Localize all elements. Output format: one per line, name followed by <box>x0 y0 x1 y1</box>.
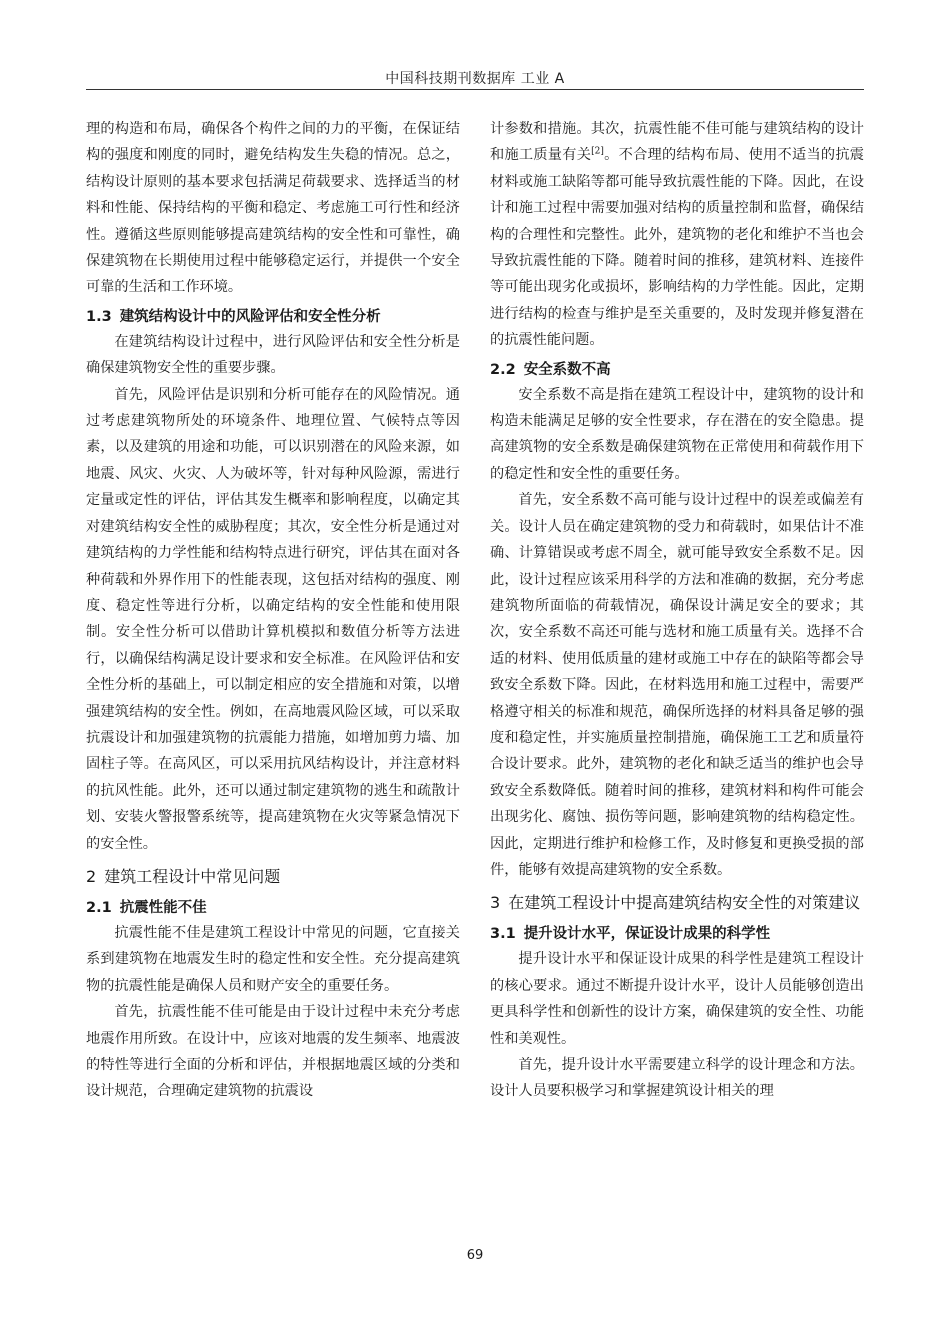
paragraph: 首先，安全系数不高可能与设计过程中的误差或偏差有关。设计人员在确定建筑物的受力和荷载时，如果估计不准确、计算错误或考虑不周全，就可能导致安全系数不足。因此，设计过程应该采用科学的方法和准确的数据，充分考虑建筑物所面临的荷载情况，确保设计满足安全的要求；其次，安全系数不高还可能与选材和施工质量有关。选择不合适的材料、使用低质量的建材或施工中存在的缺陷等都会导致安全系数下降。因此，在材料选用和施工过程中，需要严格遵守相关的标准和规范，确保所选择的材料具备足够的强度和稳定性，并实施质量控制措施，确保施工工艺和质量符合设计要求。此外，建筑物的老化和缺乏适当的维护也会导致安全系数降低。随着时间的推移，建筑材料和构件可能会出现劣化、腐蚀、损伤等问题，影响建筑物的结构稳定性。因此，定期进行维护和检修工作，及时修复和更换受损的部件，能够有效提高建筑物的安全系数。 <box>490 492 864 878</box>
right-column <box>490 116 864 1105</box>
journal-header: 中国科技期刊数据库 工业 A <box>385 71 565 87</box>
paragraph: 抗震性能不佳是建筑工程设计中常见的问题，它直接关系到建筑物在地震发生时的稳定性和安全性。充分提高建筑物的抗震性能是确保人员和财产安全的重要任务。 <box>86 924 460 994</box>
paragraph <box>490 116 864 354</box>
section-number: 3 <box>490 893 501 913</box>
paragraph: 首先，抗震性能不佳可能是由于设计过程中未充分考虑地震作用所致。在设计中，应该对地震的发生频率、地震波的特性等进行全面的分析和评估，并根据地震区域的分类和设计规范，合理确定建筑物的抗震设 <box>86 1004 460 1100</box>
section-title: 建筑结构设计中的风险评估和安全性分析 <box>119 308 381 325</box>
section-number: 2.2 <box>490 361 516 378</box>
left-column <box>86 116 460 1105</box>
section-title: 提升设计水平，保证设计成果的科学性 <box>523 926 771 943</box>
section-heading-1-3 <box>86 305 460 329</box>
paragraph: 提升设计水平和保证设计成果的科学性是建筑工程设计的核心要求。通过不断提升设计水平，设计人员能够创造出更具科学性和创新性的设计方案，确保建筑的安全性、功能性和美观性。 <box>490 951 864 1047</box>
section-number: 2.1 <box>86 899 112 916</box>
paragraph-text: 。不合理的结构布局、使用不适当的抗震材料或施工缺陷等都可能导致抗震性能的下降。因此，在设计和施工过程中需要加强对结构的质量控制和监督，确保结构的合理性和完整性。此外，建筑物的老化和维护不当也会导致抗震性能的下降。随着时间的推移，建筑材料、连接件等可能出现劣化或损坏，影响结构的力学性能。因此，定期进行结构的检查与维护是至关重要的，及时发现并修复潜在的抗震性能问题。 <box>490 147 864 349</box>
section-heading-3-1 <box>490 922 864 946</box>
section-heading-2-2 <box>490 358 864 382</box>
section-title: 在建筑工程设计中提高建筑结构安全性的对策建议 <box>508 893 861 913</box>
paragraph: 安全系数不高是指在建筑工程设计中，建筑物的设计和构造未能满足足够的安全性要求，存在潜在的安全隐患。提高建筑物的安全系数是确保建筑物在正常使用和荷载作用下的稳定性和安全性的重要任务。 <box>490 386 864 482</box>
section-number: 1.3 <box>86 308 112 325</box>
header-divider <box>86 89 864 90</box>
paragraph-text: 计参数和措施。其次，抗震性能不佳可能与建筑结构的设计和施工质量有关 <box>490 121 864 164</box>
section-title: 安全系数不高 <box>523 361 611 378</box>
paragraph: 在建筑结构设计过程中，进行风险评估和安全性分析是确保建筑物安全性的重要步骤。 <box>86 333 460 377</box>
section-heading-2-1 <box>86 896 460 920</box>
section-title: 建筑工程设计中常见问题 <box>104 866 281 886</box>
section-title: 抗震性能不佳 <box>119 899 207 916</box>
section-heading-2 <box>86 863 460 890</box>
paragraph: 理的构造和布局，确保各个构件之间的力的平衡，在保证结构的强度和刚度的同时，避免结构发生失稳的情况。总之，结构设计原则的基本要求包括满足荷载要求、选择适当的材料和性能、保持结构的平衡和稳定、考虑施工可行性和经济性。遵循这些原则能够提高建筑结构的安全性和可靠性，确保建筑物在长期使用过程中能够稳定运行，并提供一个安全可靠的生活和工作环境。 <box>86 121 460 296</box>
page-number: 69 <box>466 1248 484 1263</box>
paragraph: 首先，风险评估是识别和分析可能存在的风险情况。通过考虑建筑物所处的环境条件、地理位置、气候特点等因素，以及建筑的用途和功能，可以识别潜在的风险来源，如地震、风灾、火灾、人为破坏等，针对每种风险源，需进行定量或定性的评估，评估其发生概率和影响程度，以确定其对建筑结构安全性的威胁程度；其次，安全性分析是通过对建筑结构的力学性能和结构特点进行研究，评估其在面对各种荷载和外界作用下的性能表现，这包括对结构的强度、刚度、稳定性等进行分析，以确定结构的安全性能和使用限制。安全性分析可以借助计算机模拟和数值分析等方法进行，以确保结构满足设计要求和安全标准。在风险评估和安全性分析的基础上，可以制定相应的安全措施和对策，以增强建筑结构的安全性。例如，在高地震风险区域，可以采取抗震设计和加强建筑物的抗震能力措施，如增加剪力墙、加固柱子等。在高风区，可以采用抗风结构设计，并注意材料的抗风性能。此外，还可以通过制定建筑物的逃生和疏散计划、安装火警报警系统等，提高建筑物在火灾等紧急情况下的安全性。 <box>86 386 460 852</box>
section-heading-3 <box>490 889 864 916</box>
citation-marker: [2] <box>591 146 604 157</box>
section-number: 3.1 <box>490 926 516 943</box>
section-number: 2 <box>86 866 97 886</box>
paragraph: 首先，提升设计水平需要建立科学的设计理念和方法。设计人员要积极学习和掌握建筑设计相关的理 <box>490 1057 864 1100</box>
